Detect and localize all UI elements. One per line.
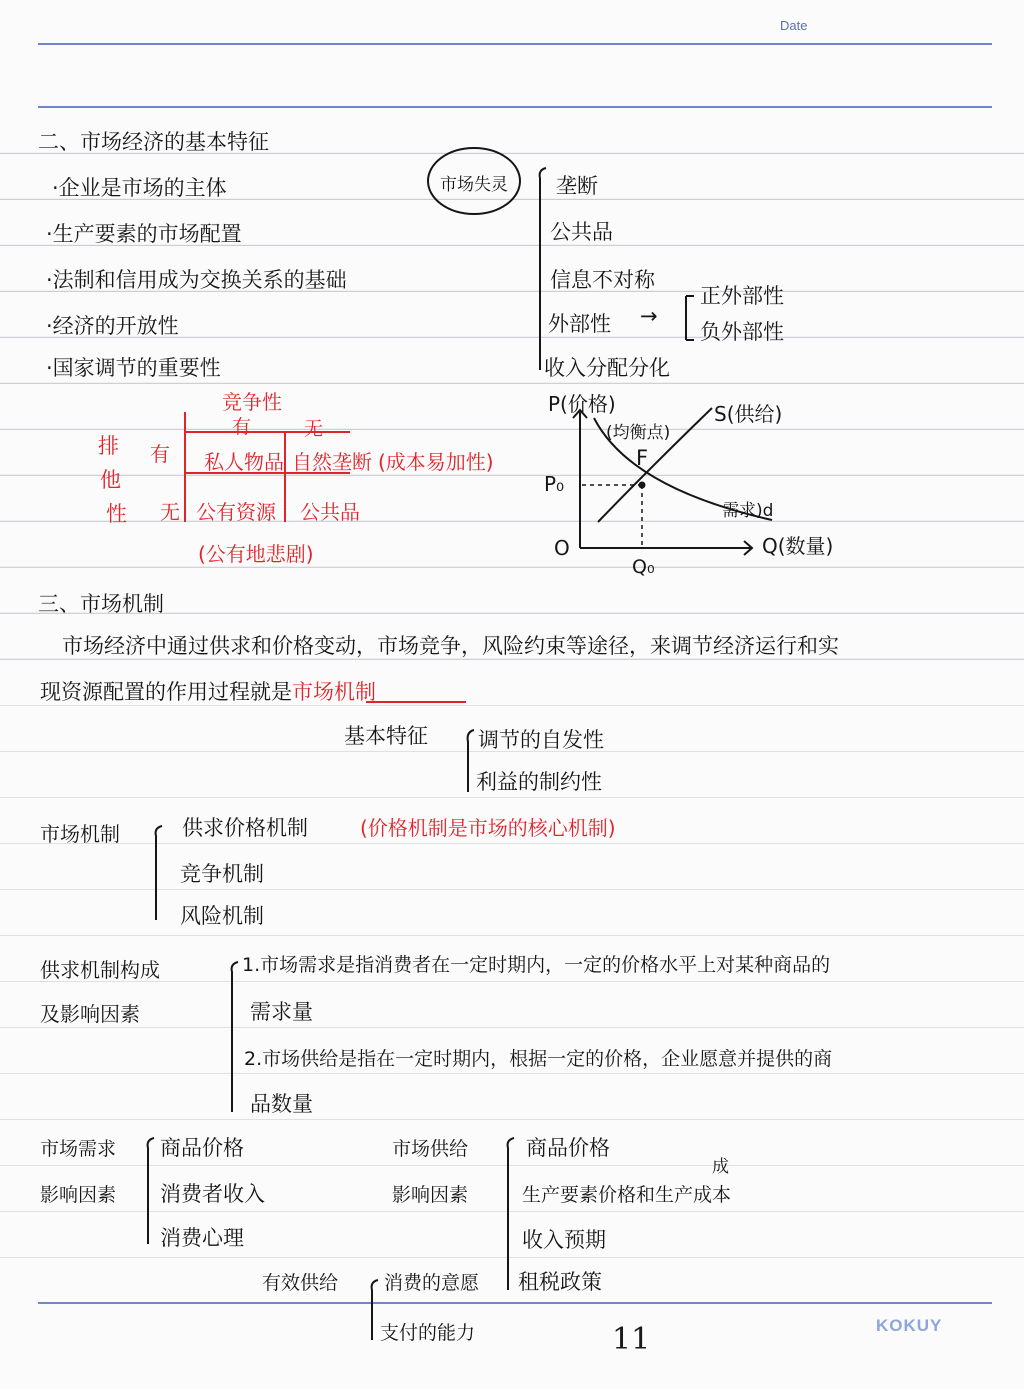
supply-factor: 收入预期 — [522, 1228, 606, 1252]
effective-supply-label: 有效供给 — [262, 1272, 339, 1294]
supply-factor: 生产要素价格和生产成本 — [522, 1184, 732, 1206]
mechanism-item: 竞争机制 — [180, 862, 264, 886]
section3-title: 三、市场机制 — [38, 592, 164, 616]
section2-item: ·生产要素的市场配置 — [46, 222, 242, 246]
effective-supply-item: 支付的能力 — [380, 1322, 476, 1344]
cell-natural-monopoly: 自然垄断 — [292, 450, 372, 474]
cell-monopoly-note: (成本易加性) — [378, 450, 494, 474]
sd-mechanism-brace — [232, 962, 238, 1112]
supply-factors-label: 市场供给 — [392, 1138, 469, 1160]
effective-supply-item: 消费的意愿 — [384, 1272, 480, 1294]
externality-type: 负外部性 — [700, 320, 784, 344]
cell-common-resources: 公有资源 — [196, 500, 276, 524]
supply-factor: 商品价格 — [526, 1136, 610, 1160]
features-brace — [468, 730, 474, 792]
failure-item: 垄断 — [556, 174, 598, 198]
competition-label: 竞争性 — [222, 390, 282, 414]
sd-paragraph: 2.市场供给是指在一定时期内，根据一定的价格，企业愿意并提供的商 — [244, 1048, 833, 1070]
definition-prefix: 现资源配置的作用过程就是 — [40, 680, 292, 704]
sd-mechanism-label: 及影响因素 — [40, 1002, 140, 1026]
col-none: 无 — [304, 418, 324, 440]
section2-item: ·企业是市场的主体 — [52, 176, 227, 200]
supply-label: S(供给) — [714, 402, 783, 426]
sd-mechanism-label: 供求机制构成 — [40, 958, 160, 982]
y-axis-label: P(价格) — [548, 392, 616, 416]
sd-paragraph: 1.市场需求是指消费者在一定时期内，一定的价格水平上对某种商品的 — [242, 954, 831, 976]
equilibrium-label: F — [636, 446, 649, 470]
failure-circle-label: 市场失灵 — [440, 175, 508, 195]
supply-factor: 租税政策 — [518, 1270, 602, 1294]
failure-item: 信息不对称 — [550, 268, 655, 292]
row-none: 无 — [160, 500, 180, 524]
supply-brace — [508, 1138, 514, 1290]
externality-brace — [686, 296, 694, 340]
q0-label: Q₀ — [632, 556, 655, 578]
failure-item: 外部性 — [548, 312, 611, 336]
failure-item: 公共品 — [550, 220, 613, 244]
col-have: 有 — [232, 416, 252, 438]
demand-brace — [148, 1138, 154, 1244]
demand-factor: 商品价格 — [160, 1136, 244, 1160]
exclusivity-label: 排 — [98, 434, 119, 458]
effective-brace — [372, 1280, 378, 1340]
demand-factors-label: 影响因素 — [40, 1184, 117, 1206]
failure-item: 收入分配分化 — [544, 356, 670, 380]
page-number: 11 — [612, 1322, 651, 1357]
definition-highlight: 市场机制 — [292, 680, 376, 704]
exclusivity-label: 他 — [100, 468, 121, 492]
basic-feature-item: 利益的制约性 — [476, 770, 602, 794]
externality-type: 正外部性 — [700, 284, 784, 308]
mechanism-brace — [156, 826, 162, 920]
mechanism-item: 风险机制 — [180, 904, 264, 928]
section2-item: ·经济的开放性 — [46, 314, 179, 338]
definition-line1: 市场经济中通过供求和价格变动，市场竞争，风险约束等途径，来调节经济运行和实 — [62, 634, 839, 658]
origin-label: O — [554, 536, 570, 560]
sd-paragraph: 需求量 — [250, 1000, 313, 1024]
brand-logo: KOKUY — [876, 1316, 943, 1335]
failure-brace — [540, 168, 546, 370]
basic-feature-item: 调节的自发性 — [478, 728, 604, 752]
definition-line2 — [40, 676, 376, 706]
cell-public-goods: 公共品 — [300, 500, 360, 524]
row-have: 有 — [150, 442, 170, 466]
date-label: Date — [780, 18, 808, 33]
externality-arrow: → — [640, 304, 658, 328]
supply-factors-label: 影响因素 — [392, 1184, 469, 1206]
demand-factor: 消费者收入 — [160, 1182, 265, 1206]
equilibrium-note: (均衡点) — [606, 423, 671, 443]
mechanism-core-note: (价格机制是市场的核心机制) — [360, 816, 616, 840]
demand-label: 需求)d — [722, 501, 774, 521]
p0-label: P₀ — [544, 472, 565, 496]
basic-features-label: 基本特征 — [344, 724, 428, 748]
cell-private-goods: 私人物品 — [204, 450, 284, 474]
sd-paragraph: 品数量 — [250, 1092, 313, 1116]
insert-mark: 成 — [712, 1157, 729, 1177]
section2-title: 二、市场经济的基本特征 — [38, 130, 269, 154]
section2-item: ·国家调节的重要性 — [46, 356, 221, 380]
mechanism-item: 供求价格机制 — [182, 816, 308, 840]
x-axis-label: Q(数量) — [762, 534, 834, 558]
demand-factors-label: 市场需求 — [40, 1138, 117, 1160]
table-footnote: (公有地悲剧) — [198, 542, 314, 566]
section2-item: ·法制和信用成为交换关系的基础 — [46, 268, 347, 292]
demand-factor: 消费心理 — [160, 1226, 244, 1250]
mechanism-label: 市场机制 — [40, 822, 120, 846]
exclusivity-label: 性 — [106, 502, 127, 526]
